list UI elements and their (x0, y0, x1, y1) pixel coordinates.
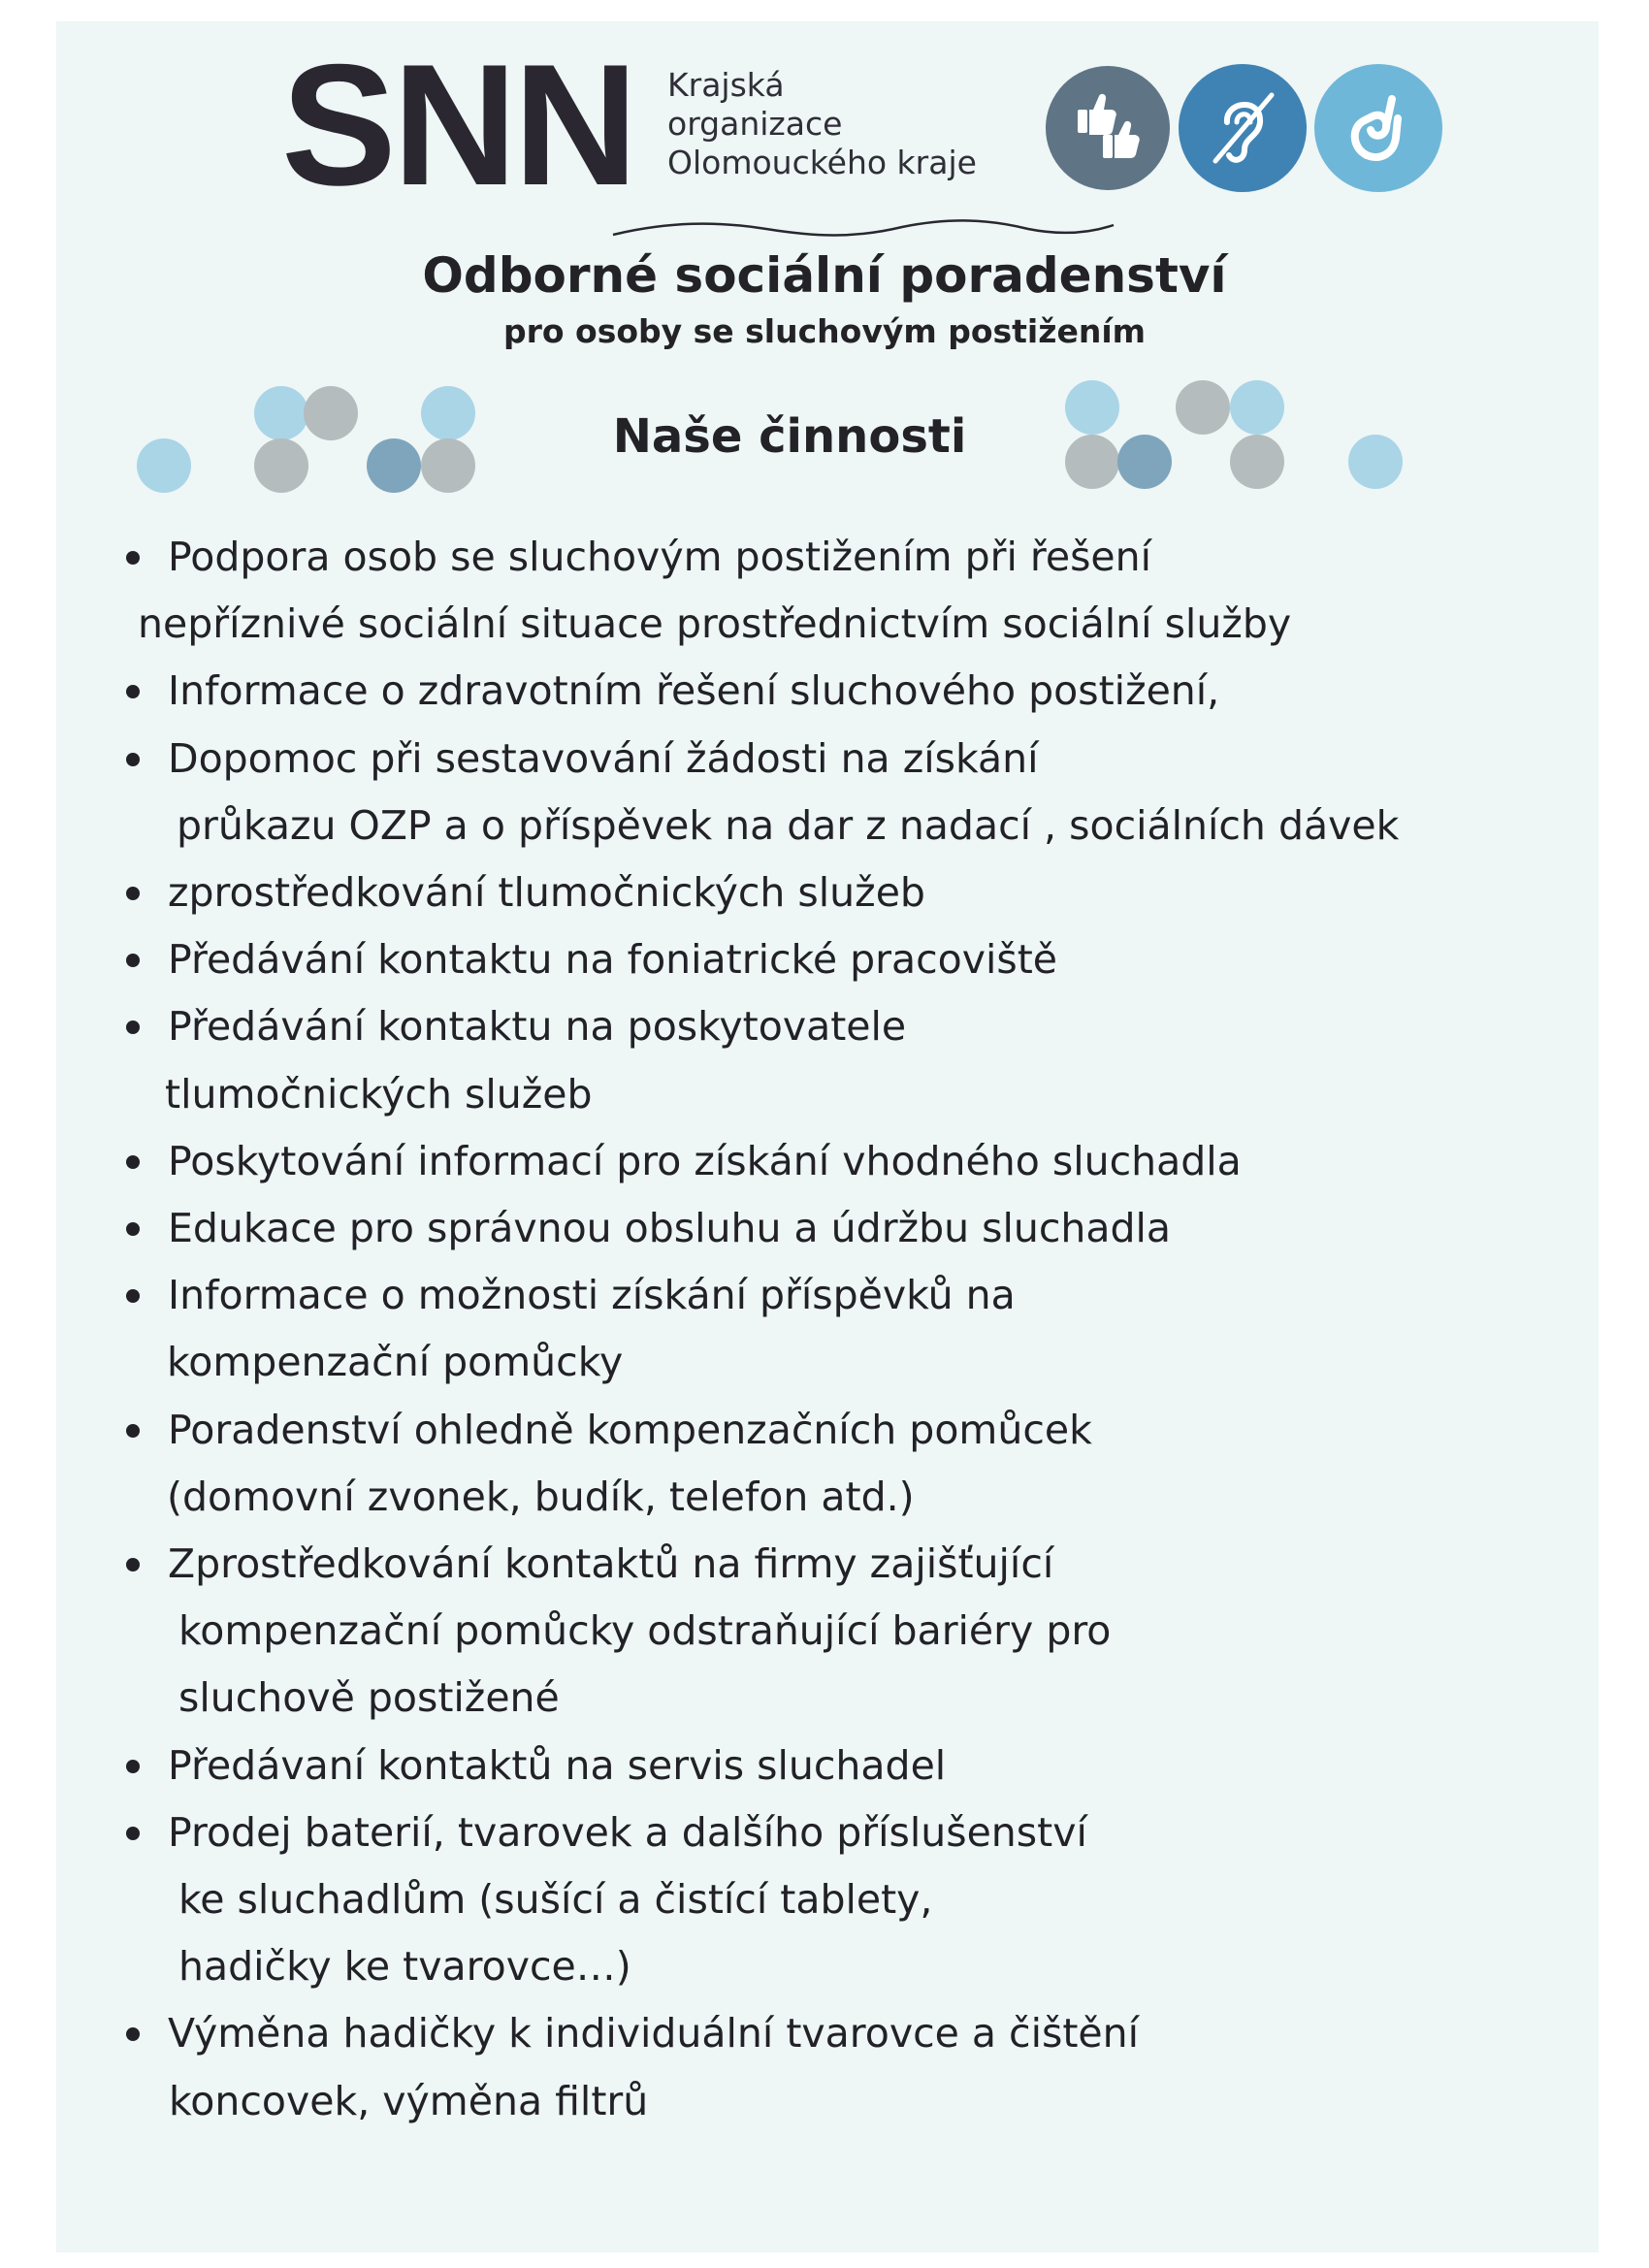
list-item-text: Předávání kontaktu na foniatrické pracoviště (168, 936, 1058, 984)
list-item (124, 926, 1399, 993)
hearing-ear-icon (1179, 64, 1307, 192)
list-item (124, 524, 1399, 658)
decorative-dot (1230, 380, 1284, 435)
list-item-text: Předávaní kontaktů na servis sluchadel (168, 1741, 947, 1789)
bullet-icon (126, 1222, 140, 1236)
list-item-text: Výměna hadičky k individuální tvarovce a čištění (168, 2010, 1140, 2057)
list-item-text: hadičky ke tvarovce…) (178, 1943, 631, 1991)
list-item-text: Poskytování informací pro získání vhodného sluchadla (168, 1137, 1242, 1184)
list-item-text: Dopomoc při sestavování žádosti na získání (168, 734, 1039, 782)
thumbs-sign-icon (1046, 66, 1170, 190)
list-item-text: zprostředkování tlumočnických služeb (168, 869, 925, 917)
list-item-text: Předávání kontaktu na poskytovatele (168, 1003, 907, 1051)
bullet-icon (126, 1155, 140, 1169)
list-item-text: průkazu OZP a o příspěvek na dar z nadací , sociálních dávek (177, 801, 1400, 849)
section-title: Naše činnosti (612, 409, 967, 464)
list-item-text: (domovní zvonek, budík, telefon atd.) (167, 1473, 915, 1520)
list-item-text: Edukace pro správnou obsluhu a údržbu sluchadla (168, 1205, 1172, 1252)
activities-list (124, 524, 1399, 2135)
list-item (124, 658, 1399, 725)
ok-hand-icon (1314, 64, 1442, 192)
list-item (124, 1733, 1399, 1799)
decorative-dot (1065, 380, 1119, 435)
list-item-text: kompenzační pomůcky (167, 1339, 624, 1386)
decorative-dot (1348, 435, 1403, 489)
list-item-text: kompenzační pomůcky odstraňující bariéry pro (178, 1607, 1112, 1655)
bullet-icon (126, 1558, 140, 1571)
list-item-text: Informace o zdravotním řešení sluchového postižení, (168, 667, 1220, 715)
list-item-text: koncovek, výměna filtrů (169, 2077, 649, 2124)
org-line: Olomouckého kraje (667, 144, 977, 181)
bullet-icon (126, 551, 140, 565)
page-subtitle: pro osoby se sluchovým postižením (502, 312, 1147, 350)
decorative-dot (1117, 435, 1172, 489)
list-item-text: sluchově postižené (178, 1674, 560, 1722)
list-item (124, 1397, 1399, 1531)
list-item-text: Podpora osob se sluchovým postižením při řešení (168, 534, 1152, 580)
list-item-text: nepříznivé sociální situace prostřednictvím sociální služby (138, 600, 1292, 648)
decorative-dot (1230, 435, 1284, 489)
list-item (124, 2000, 1399, 2134)
org-line: Krajská (667, 66, 785, 104)
list-item (124, 1262, 1399, 1396)
org-line: organizace (667, 105, 843, 143)
page-title: Odborné sociální poradenství (422, 247, 1227, 304)
list-item-text: Informace o možnosti získání příspěvků na (168, 1272, 1016, 1319)
bullet-icon (126, 887, 140, 900)
list-item (124, 1128, 1399, 1195)
header (0, 0, 1649, 252)
list-item (124, 1195, 1399, 1262)
list-item-text: Zprostředkování kontaktů na firmy zajišťující (168, 1540, 1054, 1588)
bullet-icon (126, 1424, 140, 1438)
decorative-dot (1065, 435, 1119, 489)
list-item (124, 993, 1399, 1127)
list-item-text: Poradenství ohledně kompenzačních pomůcek (168, 1406, 1092, 1453)
list-item-text: ke sluchadlům (sušící a čistící tablety, (178, 1876, 933, 1924)
wave-divider (611, 215, 1116, 244)
list-item (124, 726, 1399, 859)
list-item (124, 1799, 1399, 2001)
list-item (124, 859, 1399, 926)
snn-logo: SNN (281, 28, 634, 221)
organization-name (667, 66, 977, 182)
bullet-icon (126, 753, 140, 766)
list-item (124, 1531, 1399, 1733)
bullet-icon (126, 1827, 140, 1840)
decorative-dot (1176, 380, 1230, 435)
bullet-icon (126, 1760, 140, 1773)
list-item-text: Prodej baterií, tvarovek a dalšího příslušenství (168, 1808, 1087, 1856)
list-item-text: tlumočnických služeb (165, 1070, 593, 1118)
